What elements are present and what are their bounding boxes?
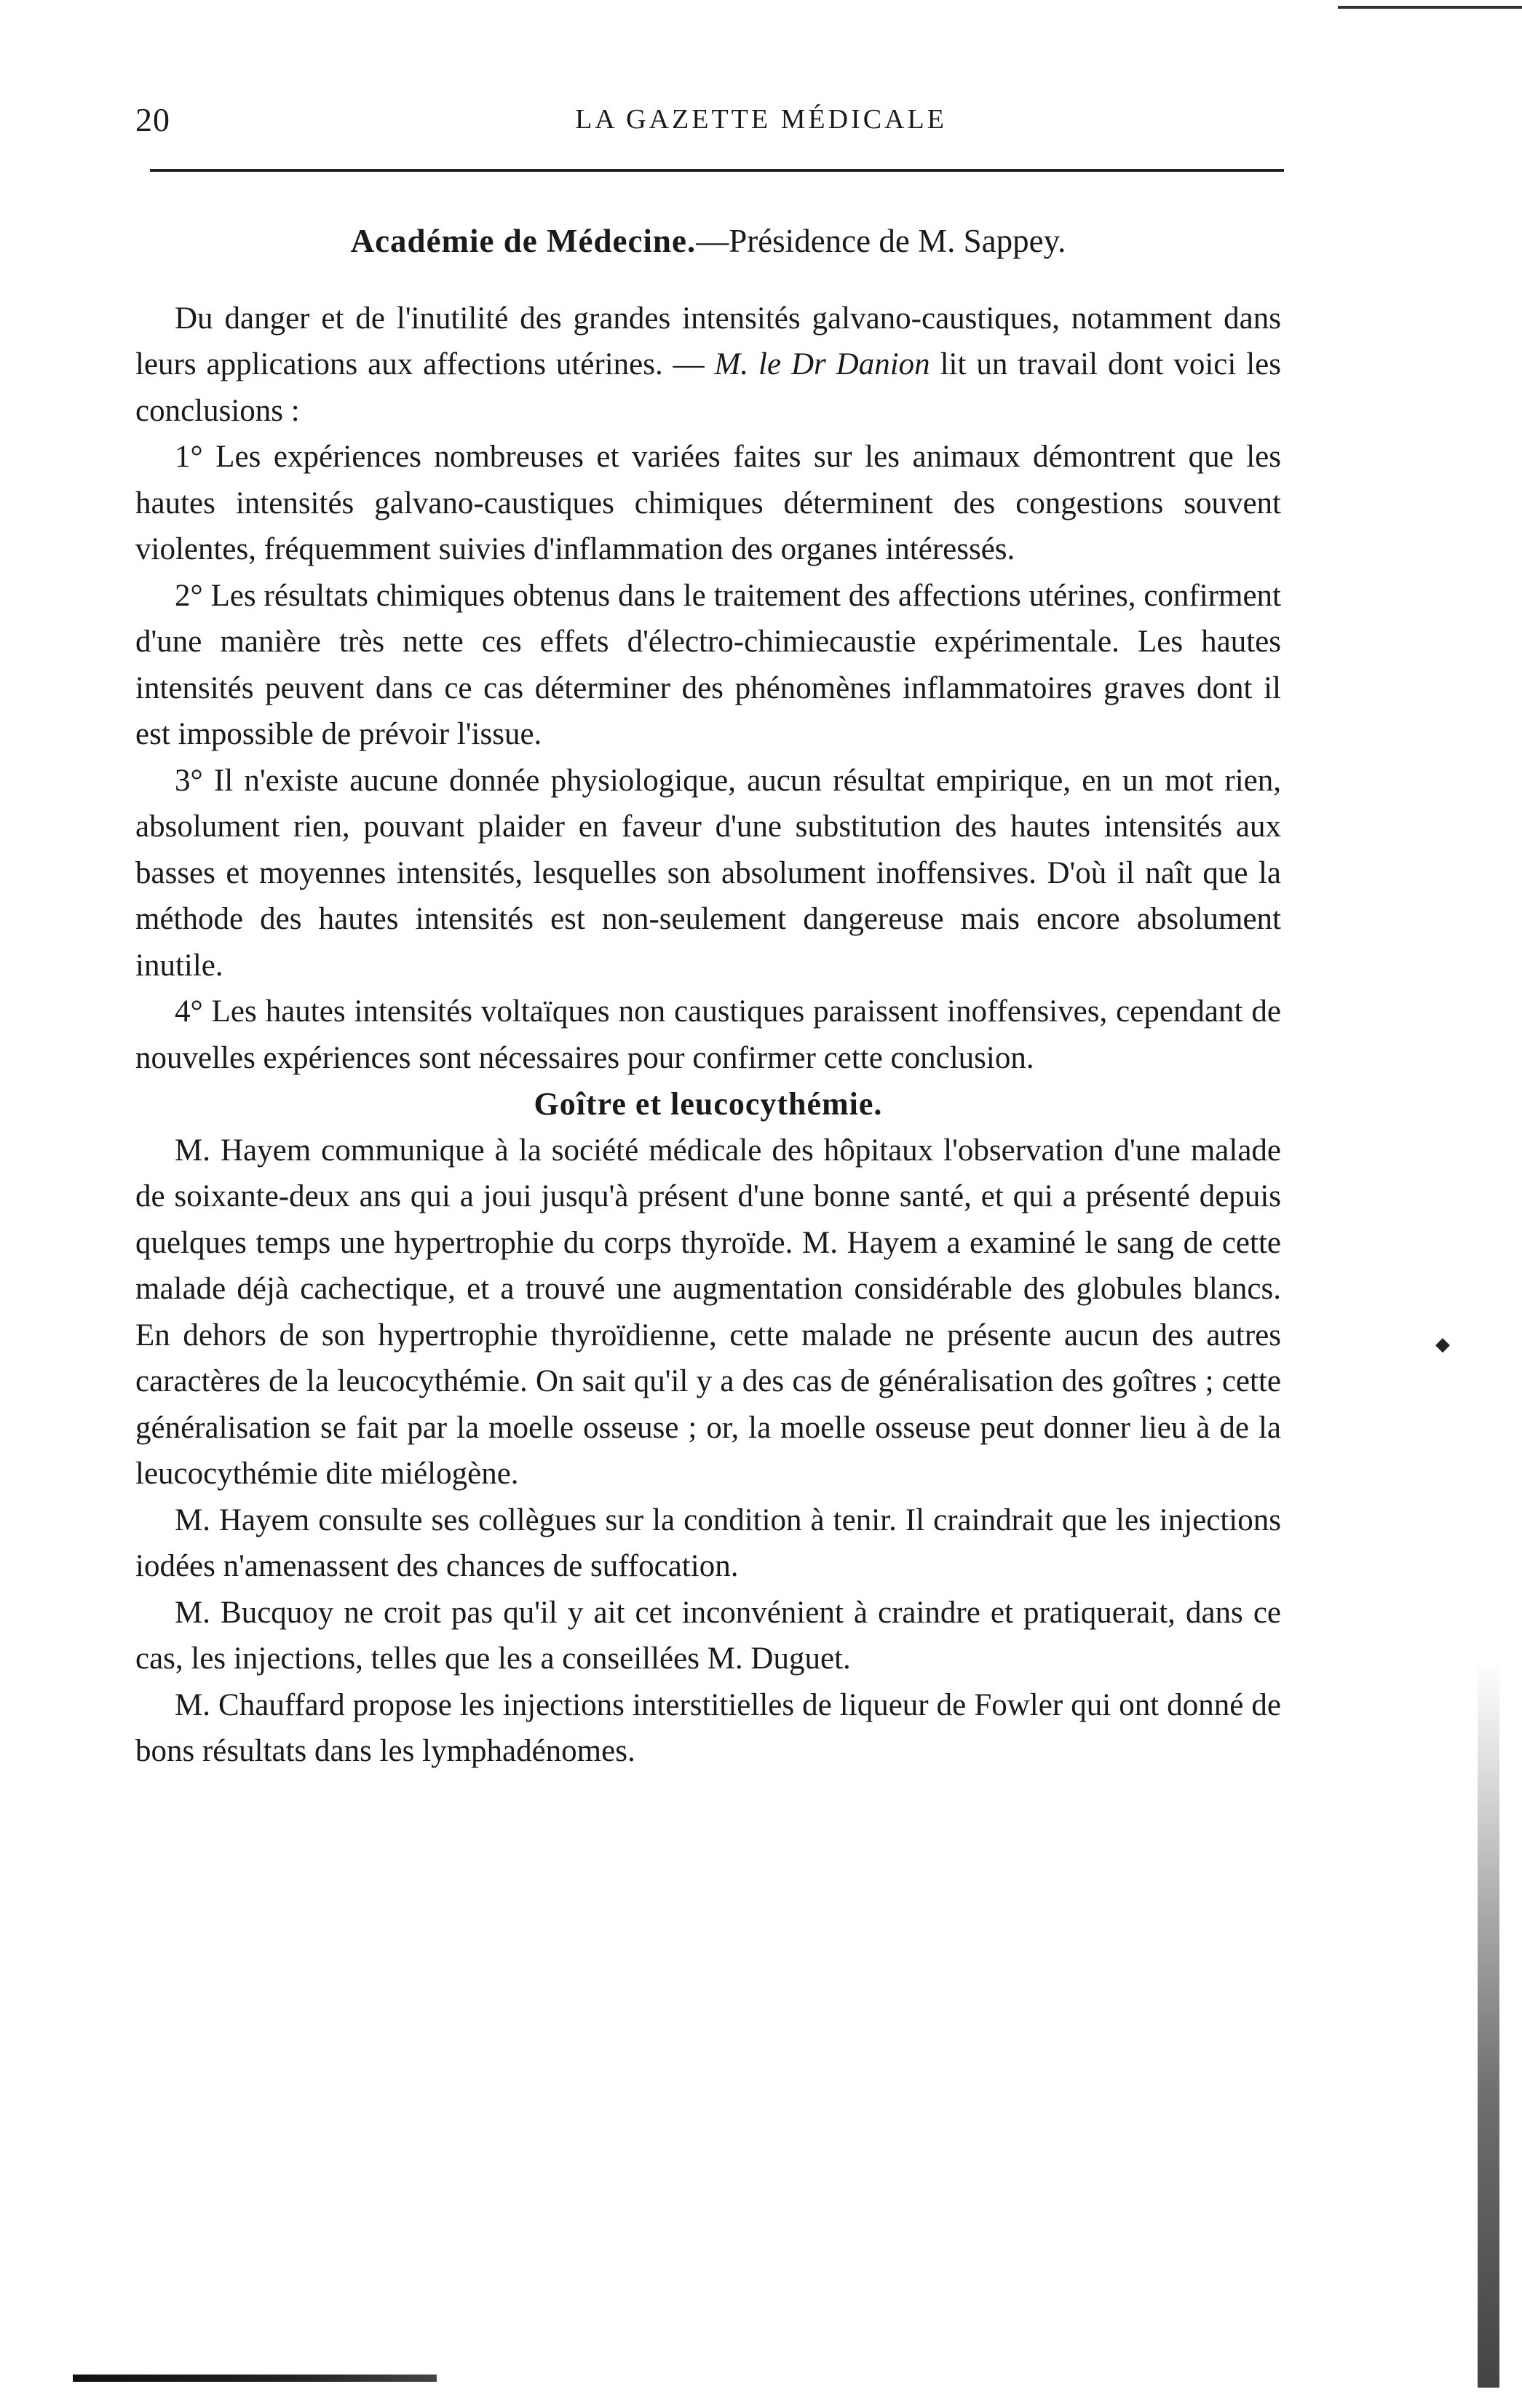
subsection-paragraph-4: M. Chauffard propose les injections interstitielles de liqueur de Fowler qui ont donné de bons résultats dans les lymphadénomes.: [135, 1687, 1281, 1768]
article-body: [135, 218, 1281, 1775]
intro-author: M. le Dr Danion: [714, 347, 930, 381]
scan-bottom-rule: [73, 2375, 437, 2382]
conclusion-3: 3° Il n'existe aucune donnée physiologique, aucun résultat empirique, en un mot rien, absolument rien, pouvant plaider en faveur d'une substitution des hautes intensités aux basses et moyennes intensités, lesquelles son absolument inoffensives. D'où il naît que la méthode des hautes intensités est non-seulement dangereuse mais encore absolument inutile.: [135, 763, 1281, 983]
section-title: Académie de Médecine.: [350, 223, 697, 259]
intro-text: Du danger et de l'inutilité des grandes intensités galvano-caustiques, notamment dans leurs applications aux affections utérines. —: [135, 301, 1281, 381]
intro-text-after: lit un travail dont voici les conclusions :: [135, 347, 1281, 428]
section-heading: [135, 218, 1281, 265]
conclusion-1: 1° Les expériences nombreuses et variées faites sur les animaux démontrent que les hautes intensités galvano-caustiques chimiques déterminent des congestions souvent violentes, fréquemment suivies d'inflammation des organes intéressés.: [135, 440, 1281, 566]
section-title-suffix: —Présidence de M. Sappey.: [696, 223, 1066, 259]
header-rule: [150, 169, 1284, 172]
running-title: LA GAZETTE MÉDICALE: [575, 104, 947, 135]
scan-binding-shadow: [1478, 1660, 1499, 2388]
conclusion-4: 4° Les hautes intensités voltaïques non caustiques paraissent inoffensives, cependant de nouvelles expériences sont nécessaires pour confirmer cette conclusion.: [135, 994, 1281, 1075]
conclusion-2: 2° Les résultats chimiques obtenus dans le traitement des affections utérines, confirment d'une manière très nette ces effets d'électro-chimiecaustie expérimentale. Les hautes intensités peuvent dans ce cas déterminer des phénomènes inflammatoires graves dont il est impossible de prévoir l'issue.: [135, 578, 1281, 751]
scan-top-edge-rule: [1338, 6, 1522, 9]
margin-mark-icon: ◆: [1435, 1334, 1450, 1355]
subsection-paragraph-2: M. Hayem consulte ses collègues sur la condition à tenir. Il craindrait que les injections iodées n'amenassent des chances de suffocation.: [135, 1502, 1281, 1583]
subsection-title: Goître et leucocythémie.: [534, 1086, 883, 1122]
intro-paragraph: [135, 296, 1281, 435]
subsection-paragraph-1: M. Hayem communique à la société médicale des hôpitaux l'observation d'une malade de soixante-deux ans qui a joui jusqu'à présent d'une bonne santé, et qui a présenté depuis quelques temps une hypertrophie du corps thyroïde. M. Hayem a examiné le sang de cette malade déjà cachectique, et a trouvé une augmentation considérable des globules blancs. En dehors de son hypertrophie thyroïdienne, cette malade ne présente aucun des autres caractères de la leucocythémie. On sait qu'il y a des cas de généralisation des goîtres ; cette généralisation se fait par la moelle osseuse ; or, la moelle osseuse peut donner lieu à de la leucocythémie dite miélogène.: [135, 1133, 1281, 1491]
page-number: 20: [135, 101, 170, 138]
subsection-paragraph-3: M. Bucquoy ne croit pas qu'il y ait cet inconvénient à craindre et pratiquerait, dans ce cas, les injections, telles que les a conseillées M. Duguet.: [135, 1595, 1281, 1676]
